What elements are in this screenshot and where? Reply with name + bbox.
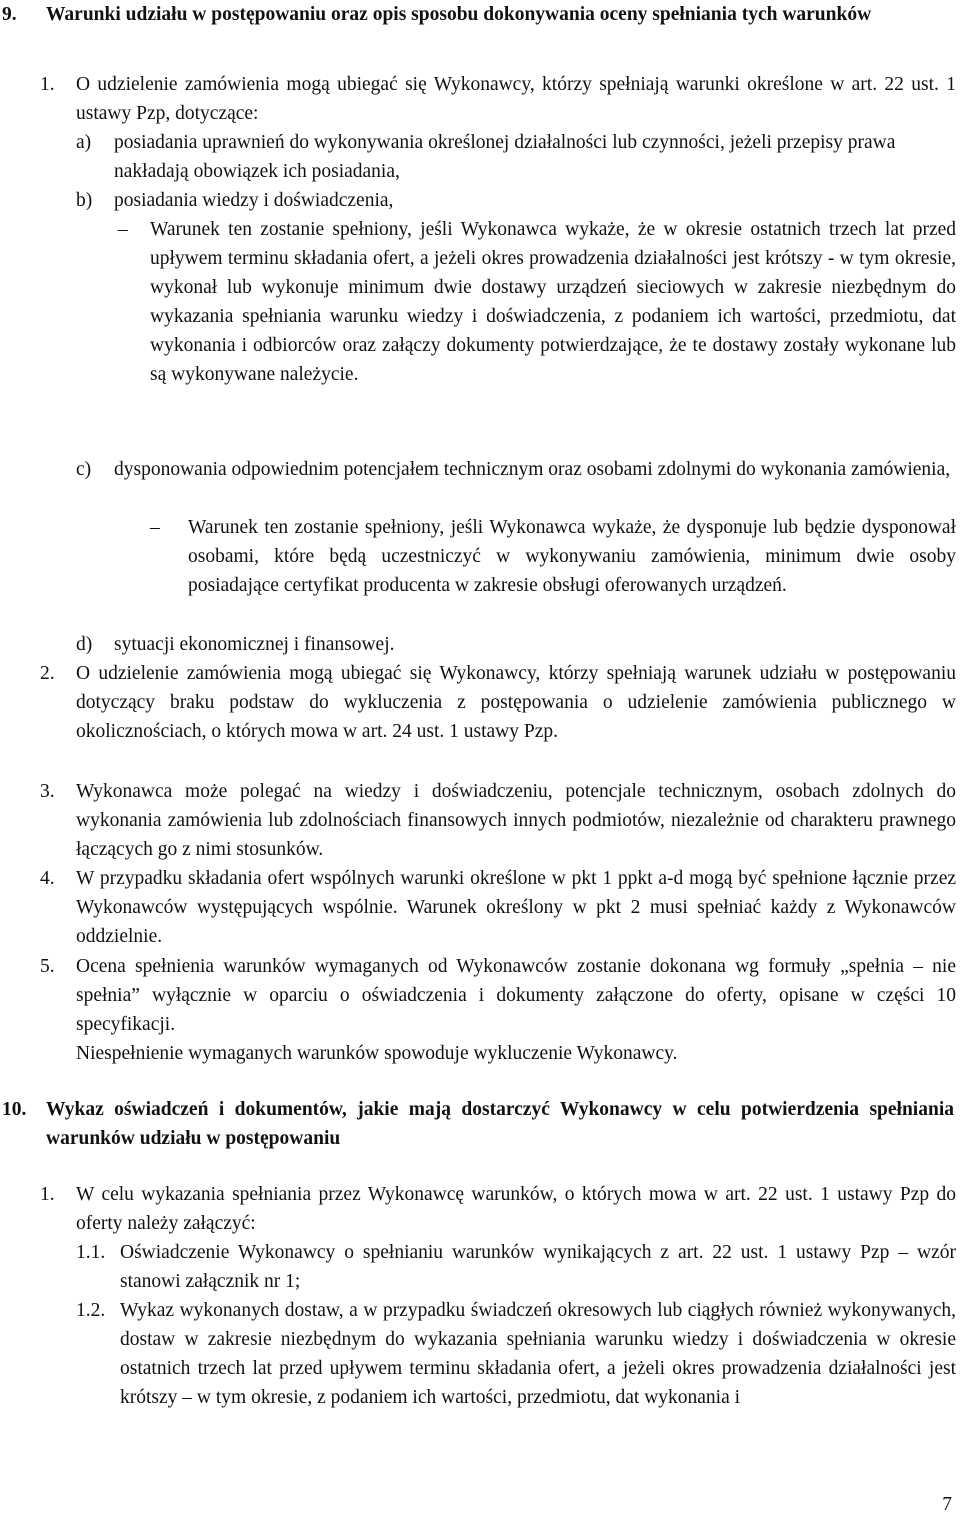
s9-item-3-number: 3.	[40, 781, 55, 802]
section-9-heading	[2, 0, 954, 29]
s9-item-5-note: Niespełnienie wymaganych warunków spowoduje wykluczenie Wykonawcy.	[76, 1043, 678, 1064]
s9-item-1a-text: posiadania uprawnień do wykonywania określonej działalności lub czynności, jeżeli przepisy prawa nakładają obowiązek ich posiadania,	[114, 132, 896, 182]
dash-bullet: –	[150, 517, 160, 538]
s10-item-1-2-text: Wykaz wykonanych dostaw, a w przypadku świadczeń okresowych lub ciągłych również wykonywanych, dostaw w zakresie niezbędnym do wykazania spełniania warunku wiedzy i doświadczenia w okresie ostatnich trzech lat przed upływem terminu składania ofert, a jeżeli okres prowadzenia działalności jest krótszy – w tym okresie, z podaniem ich wartości, przedmiotu, dat wykonania i	[120, 1300, 956, 1408]
s9-item-4-text: W przypadku składania ofert wspólnych warunki określone w pkt 1 ppkt a-d mogą być spełnione łącznie przez Wykonawców występujących wspólnie. Warunek określony w pkt 2 musi spełniać każdy z Wykonawców oddzielnie.	[76, 868, 956, 947]
s9-item-5-text: Ocena spełnienia warunków wymaganych od Wykonawców zostanie dokonana wg formuły „spełnia – nie spełnia” wyłącznie w oparciu o oświadczenia i dokumenty załączone do oferty, opisane w części 10 specyfikacji.	[76, 956, 956, 1035]
s9-item-1a-label: a)	[76, 132, 92, 153]
s9-item-1a	[76, 128, 956, 186]
s10-item-1-1-text: Oświadczenie Wykonawcy o spełnianiu warunków wynikających z art. 22 ust. 1 ustawy Pzp – wzór stanowi załącznik nr 1;	[120, 1242, 956, 1292]
s10-item-1	[40, 1180, 956, 1238]
s9-item-1b-label: b)	[76, 190, 93, 211]
s9-item-3	[40, 777, 956, 864]
section-9-title: Warunki udziału w postępowaniu oraz opis sposobu dokonywania oceny spełniania tych warunków	[46, 4, 872, 25]
s9-item-1d-label: d)	[76, 634, 93, 655]
s9-item-1b-condition-text: Warunek ten zostanie spełniony, jeśli Wykonawca wykaże, że w okresie ostatnich trzech lat przed upływem terminu składania ofert, a jeżeli okres prowadzenia działalności jest krótszy - w tym okresie, wykonał lub wykonuje minimum dwie dostawy urządzeń sieciowych w zakresie niezbędnym do wykazania spełniania warunku wiedzy i doświadczenia, z podaniem ich wartości, przedmiotu, dat wykonania i odbiorców oraz załączy dokumenty potwierdzające, że te dostawy zostały wykonane lub są wykonywane należycie.	[150, 219, 956, 385]
dash-bullet: –	[118, 219, 128, 240]
s9-item-1c-condition-text: Warunek ten zostanie spełniony, jeśli Wykonawca wykaże, że dysponuje lub będzie dysponował osobami, które będą uczestniczyć w wykonywaniu zamówienia, minimum dwie osoby posiadające certyfikat producenta w zakresie obsługi oferowanych urządzeń.	[188, 517, 956, 596]
s9-item-2	[40, 659, 956, 746]
section-10-title: Wykaz oświadczeń i dokumentów, jakie mają dostarczyć Wykonawcy w celu potwierdzenia spełniania warunków udziału w postępowaniu	[46, 1099, 954, 1149]
s10-item-1-1-number: 1.1.	[76, 1242, 106, 1263]
s9-item-4	[40, 864, 956, 951]
section-9-number: 9.	[2, 4, 17, 25]
s9-item-1b-condition	[118, 215, 956, 389]
s10-item-1-number: 1.	[40, 1184, 55, 1205]
page-number: 7	[942, 1494, 952, 1515]
s9-item-1c-text: dysponowania odpowiednim potencjałem technicznym oraz osobami zdolnymi do wykonania zamówienia,	[114, 459, 951, 480]
s9-item-1-number: 1.	[40, 74, 55, 95]
s10-item-1-2	[76, 1296, 956, 1412]
s9-item-1c-label: c)	[76, 459, 92, 480]
s9-item-1-text: O udzielenie zamówienia mogą ubiegać się Wykonawcy, którzy spełniają warunki określone w art. 22 ust. 1 ustawy Pzp, dotyczące:	[76, 74, 956, 124]
section-10-heading	[2, 1095, 954, 1153]
s9-item-1d-text: sytuacji ekonomicznej i finansowej.	[114, 634, 395, 655]
s9-item-4-number: 4.	[40, 868, 55, 889]
s9-item-5-number: 5.	[40, 956, 55, 977]
s10-item-1-2-number: 1.2.	[76, 1300, 106, 1321]
s9-item-5	[40, 952, 956, 1068]
s9-item-1b	[76, 186, 956, 215]
s9-item-3-text: Wykonawca może polegać na wiedzy i doświadczeniu, potencjale technicznym, osobach zdolnych do wykonania zamówienia lub zdolnościach finansowych innych podmiotów, niezależnie od charakteru prawnego łączących go z nimi stosunków.	[76, 781, 956, 860]
s9-item-2-text: O udzielenie zamówienia mogą ubiegać się Wykonawcy, którzy spełniają warunek udziału w postępowaniu dotyczący braku podstaw do wykluczenia z postępowania o udzielenie zamówienia publicznego w okolicznościach, o których mowa w art. 24 ust. 1 ustawy Pzp.	[76, 663, 956, 742]
s9-item-1	[40, 70, 956, 128]
s10-item-1-1	[76, 1238, 956, 1296]
s9-item-2-number: 2.	[40, 663, 55, 684]
s9-item-1d	[76, 630, 956, 659]
s10-item-1-text: W celu wykazania spełniania przez Wykonawcę warunków, o których mowa w art. 22 ust. 1 ustawy Pzp do oferty należy załączyć:	[76, 1184, 956, 1234]
s9-item-1b-text: posiadania wiedzy i doświadczenia,	[114, 190, 394, 211]
s9-item-1c-condition	[150, 513, 956, 600]
section-10-number: 10.	[2, 1099, 27, 1120]
s9-item-1c	[76, 455, 956, 484]
